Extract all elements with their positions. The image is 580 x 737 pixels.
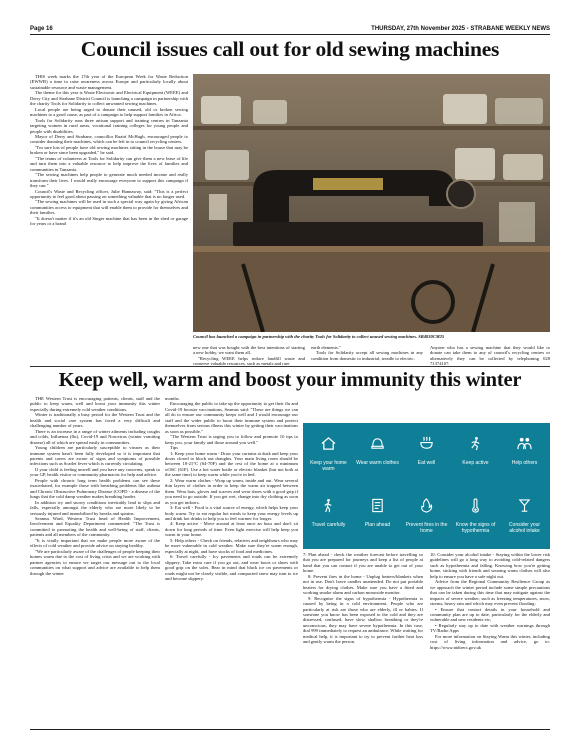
paragraph: months.: [165, 396, 180, 401]
paragraph: 3: Eat well - Food is a vital source of energy, which helps keep your body warm. Try to eat regular hot meals to keep your energy levels up and drink hot drinks to help you to feel warmer for longer.: [165, 505, 298, 521]
article1-column-3: [311, 345, 423, 361]
paragraph: 2: Wear warm clothes - Wrap up warm, inside and out. Wear several thin layers of clothes in order to keep the warm air trapped between them. Wear hats, gloves and scarves and wear shoes with a good grip if you need to go outside. If you get wet, change into dry clothing as soon as you get indoors.: [165, 477, 298, 505]
paragraph: "The teams of volunteers at Tools for Solidarity can give them a new lease of life and turn them into a valuable resource to help improve the lives of families and communities in Tanzania.: [30, 155, 188, 172]
tip-label: Wear warm clothes: [356, 460, 399, 466]
paragraph: People with chronic long term health problems can see these exacerbated, for example those with breathing problems like asthma and Chronic Obstructive Pulmonary Disease (COPD - a disease of the lungs that the cold damp weather makes breathing harder.: [30, 477, 160, 500]
paragraph: "Recycling WEEE helps reduce landfill waste and conserve valuable resources, such as metals and rare: [193, 355, 305, 367]
tip-label: Travel carefully: [311, 522, 346, 528]
paragraph: There is an increase in a range of winter ailments including coughs and colds, Influenza (flu), Covid-19 and Norovirus (winter vomiting disease) all of which are spread easily in communities.: [30, 428, 160, 445]
tip-tile: [354, 426, 401, 486]
tip-label: Keep active: [462, 460, 489, 466]
house-icon: [321, 436, 336, 451]
paragraph: "It doesn't matter if it's an old Singer machine that has been in the shed or garage for years or a brand: [30, 215, 188, 227]
paragraph: "We are particularly aware of the challenges of people keeping their homes warm due to the cost of living crisis and we are working with partner agencies to ensure we target our message out to the local communities on what support and advice are available to help them through the winter: [30, 548, 160, 576]
checklist-icon: [370, 498, 385, 513]
tip-label: Know the signs of hypothermia: [455, 522, 496, 534]
tip-tile: [354, 488, 401, 548]
page-number: Page 16: [30, 26, 53, 32]
tip-tile: [305, 426, 352, 486]
section-divider: [30, 366, 550, 367]
paragraph: 9: Recognise the signs of hypothermia - Hypothermia is caused by being in a cold environment. People who are particularly at risk are those who are elderly, ill or babies. If someone you know has been exposed to the cold and they are distressed, confused, have slow, shallow breathing or they're unconscious, they may have severe hypothermia. In this case, dial 999 immediately to request an ambulance. While waiting for medical help, it is important to try to prevent further heat loss and gently warm the person.: [303, 595, 423, 645]
paragraph: Winter is traditionally a busy period for the Western Trust and the health and social care system has faced a very difficult and challenging number of years.: [30, 412, 160, 429]
paragraph: new one that was bought with the best intentions of starting a new hobby, we want them all.: [193, 345, 305, 356]
paragraph: 10: Consider your alcohol intake - Staying within the lower risk guidelines will go a long way to avoiding cold-related dangers such as hypothermia and falling. Knowing how you're getting home, sticking with friends and wearing warm clothes will also help to ensure you have a safe night out.: [430, 552, 550, 579]
tip-tile: [501, 488, 548, 548]
paragraph: The theme for this year is Waste Electronic and Electrical Equipment (WEEE) and Derry City and Strabane District Council is launching a campaign in partnership with the charity Tools for Solidarity to collect unwanted sewing machines.: [30, 90, 188, 107]
paragraph: "The Western Trust is urging you to follow and promote 10 tips to keep you, your family and those around you well.": [165, 434, 298, 445]
article2-column-2: [165, 396, 298, 581]
paragraph: 1: Keep your home warm - Draw your curtains at dusk and keep your doors closed to block out draughts. Your main living room should be between 18-21°C (64-70F) and the rest of the home at a minimum of16C (61F). Use a hot water bottle or electric blanket (but not both at the same time) to keep warm while you're in bed.: [165, 450, 298, 478]
paragraph: "It is vitally important that we make people more aware of the effects of cold weather and provide advice on staying healthy.: [30, 537, 160, 549]
paragraph: 5: Help others - Check on friends, relatives and neighbours who may be more vulnerable in cold weather. Make sure they're warm enough, especially at night, and have stocks of food and medicines.: [165, 537, 298, 554]
issue-date: THURSDAY, 27th November 2025 - STRABANE WEEKLY NEWS: [371, 26, 550, 32]
tip-tile: [501, 426, 548, 486]
paragraph: 4: Keep active - Move around at least once an hour and don't sit down for long periods of time. Even light exercise will help keep you warm in your home.: [165, 521, 298, 538]
tip-label: Keep your home warm: [310, 460, 347, 472]
hat-icon: [370, 436, 385, 451]
paragraph: THIS week marks the 17th year of the European Week for Waste Reduction (EWWR) a time to raise awareness across Europe and particularly locally about sustainable resource and waste management.: [30, 74, 188, 90]
paragraph: 7: Plan ahead - check the weather forecast before travelling so that you are prepared for journeys and keep a list of people at hand that you can contact if you are unable to get out of your home.: [303, 552, 423, 574]
walk-icon: [321, 498, 336, 513]
paragraph: THE Western Trust is encouraging patients, clients, staff and the public to keep warm, well and boost your immunity this winter especially during extremely cold weather conditions.: [30, 396, 160, 412]
tip-label: Consider your alcohol intake: [508, 522, 541, 534]
paragraph: Tips: [170, 445, 179, 451]
thermometer-icon: [468, 498, 483, 513]
article2-column-1: [30, 396, 160, 576]
article1-column-2: [193, 345, 305, 367]
paragraph: "The sewing machines will be used in such a special way again by giving African communities access to equipment that will enable them to provide for themselves and their families.: [30, 199, 188, 216]
workshop-photo-illustration: [193, 74, 550, 332]
paragraph: If your child is feeling unwell and you have any concerns, speak to your GP, health visitor or community pharmacist for help and advice.: [30, 466, 160, 478]
tip-tile: [403, 488, 450, 548]
tip-tile: [452, 426, 499, 486]
paragraph: Advice from the Regional Community Resilience Group as we approach the winter period include some simple precautions that can be taken during this time that may mitigate against the impacts of severe weather, such as freezing temperatures, snow, storms, heavy rain and which may even prevent flooding:: [430, 579, 550, 607]
paragraph: Mayor of Derry and Strabane, councillor Ruairí McHugh, encouraged people to consider donating their machines, which can be left in to council recycling centres.: [30, 133, 188, 145]
article2-column-4: [430, 552, 550, 650]
paragraph: earth elements.": [311, 345, 341, 350]
tip-label: Eat well: [417, 460, 436, 466]
paragraph: In addition icy and snowy conditions inevitably lead to slips and falls, especially amongst the elderly who are more likely to be seriously injured and immobilised by breaks and sprains.: [30, 499, 160, 516]
paragraph: Young children are particularly susceptible to viruses as their immune system hasn't been fully developed so it is important that parents and carers are aware of signs and symptoms of possible infections such as Scarlet fever which is currently circulating.: [30, 445, 160, 467]
paragraph: Local people are being urged to donate their unused, old or broken sewing machines to a good cause, as part of a campaign to help support families in Africa.: [30, 106, 188, 118]
paragraph: Tools for Solidarity accept all sewing machines in any condition from domestic to industrial, treadle to electric.: [311, 350, 423, 361]
article1-column-4: [430, 345, 550, 367]
paragraph: "The sewing machines help people to generate much needed income and really transform their lives. I would really encourage everyone to support this campaign if they can.": [30, 172, 188, 189]
tip-tile: [452, 488, 499, 548]
footer-rule: [30, 729, 550, 730]
photo-caption: Council has launched a campaign in partnership with the charity Tools for Solidarity to collect unused sewing machines. SR4830CM25: [193, 334, 445, 339]
tip-tile: [305, 488, 352, 548]
winter-tips-infographic: [303, 423, 550, 549]
paragraph: Council's Waste and Recycling officer, Julie Hannaway, said: "This is a perfect opportunity to feel good about passing on something valuable that is no longer used.: [30, 188, 188, 199]
tip-label: Prevent fires in the home: [405, 522, 448, 534]
paragraph: For more information on Staying Warm this winter, including cost of living information and advice, go to: https://www.nidirect.gov.uk: [430, 633, 550, 650]
sewing-machines-photo: [193, 74, 550, 332]
paragraph: 6: Travel carefully - Icy pavements and roads can be extremely slippery. Take extra care if you go out, and wear boots or shoes with good grip on the soles. Bear in mind that black ice on pavements or roads might not be clearly visible, and compacted snow may turn to ice and become slippery.: [165, 554, 298, 581]
fire-icon: [419, 498, 434, 513]
glass-icon: [517, 498, 532, 513]
tip-label: Help others: [511, 460, 538, 466]
headline-sewing-machines: Council issues call out for old sewing machines: [80, 37, 500, 61]
article2-column-3: [303, 552, 423, 645]
tip-label: Plan ahead: [364, 522, 391, 528]
people-icon: [517, 436, 532, 451]
paragraph: Tools for Solidarity runs three artisan support and training centres in Tanzania targeting women in rural areas, vocational training colleges for young people and people with disabilities.: [30, 117, 188, 134]
paragraph: Seamus Ward, Western Trust head of Health Improvement, Involvement and Equality Department commented: "The Trust is committed to promoting the health and well-being of staff, clients, patients and all members of the community.: [30, 515, 160, 538]
paragraph: • Ensure that contact details in your household and community plan are up to date, particularly for the elderly and vulnerable and new residents etc;: [430, 606, 550, 623]
paragraph: 8: Prevent fires in the home - Unplug heaters/blankets when not in use. Don't leave candles unattended. Do not put portable heaters for drying clothes. Make sure you have a fitted and working smoke alarm and carbon monoxide monitor.: [303, 573, 423, 596]
activity-icon: [468, 436, 483, 451]
headline-keep-well: Keep well, warm and boost your immunity this winter: [58, 369, 522, 391]
header-rule: [30, 34, 550, 35]
paragraph: Encouraging the public to take up the opportunity to get their flu and Covid-19 booster vaccinations, Seamus said: "These are things we can all do to ensure our community keeps well and I would encourage our staff and the wider public to boost their immune system and protect themselves from serious illness this winter by getting their vaccinations as soon as possible.": [165, 401, 298, 434]
article1-column-1: [30, 74, 188, 227]
tip-tile: [403, 426, 450, 486]
bowl-icon: [419, 436, 434, 451]
paragraph: • Regularly stay up to date with weather warnings through TV/Radio Apps: [430, 622, 550, 634]
paragraph: "I'm sure lots of people have old sewing machines sitting in the house that may be broken or have since been upgraded," he said.: [30, 144, 188, 156]
paragraph: Anyone who has a sewing machine that they would like to donate can take them to any of council's recycling centres or alternatively they can be collected by telephoning 028 71374107.: [430, 345, 550, 367]
